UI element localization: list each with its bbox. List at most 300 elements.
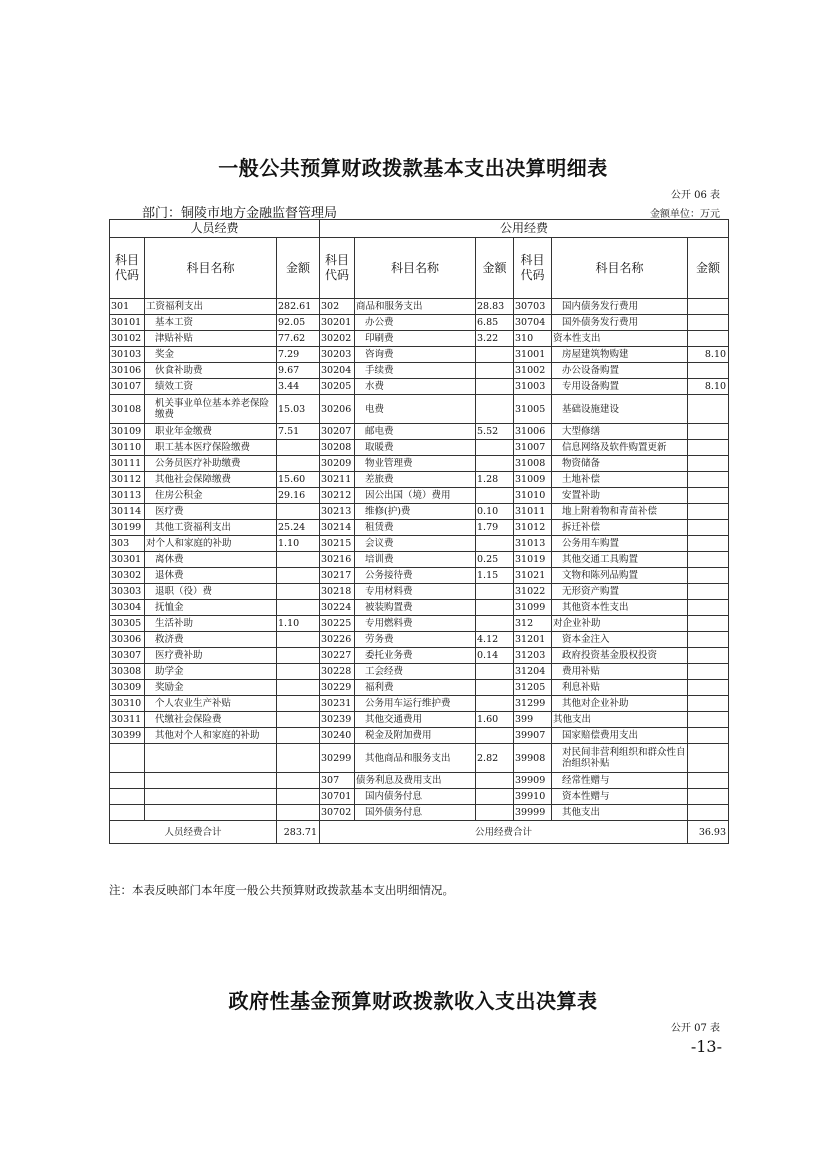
public-code-b-cell: 31022 [514,584,552,600]
public-code-a-cell: 30226 [320,632,355,648]
public-name-a-cell: 公务接待费 [355,568,476,584]
table-row [110,379,729,395]
personnel-code-cell: 30112 [110,472,145,488]
table-row [110,648,729,664]
personnel-amount-cell: 7.29 [277,347,320,363]
header-code: 科目 代码 [320,238,355,299]
public-code-a-cell: 30225 [320,616,355,632]
public-amount-b-cell [688,299,729,315]
public-amount-b-cell [688,456,729,472]
public-amount-a-cell: 1.28 [476,472,514,488]
public-amount-b-cell [688,568,729,584]
public-name-b-cell: 地上附着物和青苗补偿 [552,504,688,520]
public-name-a-cell: 咨询费 [355,347,476,363]
table-row [110,472,729,488]
public-code-b-cell: 31007 [514,440,552,456]
public-amount-b-cell [688,600,729,616]
personnel-name-cell: 救济费 [145,632,277,648]
personnel-amount-cell [277,680,320,696]
public-amount-b-cell [688,331,729,347]
public-amount-b-cell [688,520,729,536]
public-code-a-cell: 30240 [320,728,355,744]
personnel-amount-cell: 9.67 [277,363,320,379]
public-code-a-cell: 30702 [320,805,355,821]
personnel-code-cell [110,789,145,805]
public-code-b-cell: 31001 [514,347,552,363]
table-row [110,616,729,632]
personnel-code-cell: 30199 [110,520,145,536]
personnel-name-cell: 绩效工资 [145,379,277,395]
personnel-code-cell: 30305 [110,616,145,632]
public-name-a-cell: 专用材料费 [355,584,476,600]
personnel-amount-cell: 92.05 [277,315,320,331]
public-code-b-cell: 31201 [514,632,552,648]
table-row [110,456,729,472]
public-amount-a-cell [476,664,514,680]
personnel-code-cell: 30311 [110,712,145,728]
personnel-code-cell: 301 [110,299,145,315]
table-row [110,363,729,379]
table-row [110,680,729,696]
public-name-a-cell: 债务利息及费用支出 [355,773,476,789]
personnel-name-cell: 职工基本医疗保险缴费 [145,440,277,456]
personnel-amount-cell [277,648,320,664]
public-amount-b-cell [688,744,729,773]
header-name: 科目名称 [355,238,476,299]
header-column-row [110,238,729,299]
personnel-code-cell: 30302 [110,568,145,584]
public-amount-a-cell: 3.22 [476,331,514,347]
personnel-code-cell [110,805,145,821]
public-code-a-cell: 30217 [320,568,355,584]
public-amount-a-cell [476,805,514,821]
table-row [110,664,729,680]
personnel-code-cell: 30304 [110,600,145,616]
personnel-code-cell: 30303 [110,584,145,600]
public-total-label: 公用经费合计 [320,821,688,844]
public-name-a-cell: 手续费 [355,363,476,379]
personnel-name-cell: 其他对个人和家庭的补助 [145,728,277,744]
personnel-name-cell: 奖励金 [145,680,277,696]
table-row [110,712,729,728]
personnel-name-cell: 基本工资 [145,315,277,331]
public-name-a-cell: 工会经费 [355,664,476,680]
public-name-a-cell: 取暖费 [355,440,476,456]
table-row [110,520,729,536]
public-code-a-cell: 30201 [320,315,355,331]
public-amount-a-cell [476,584,514,600]
public-code-b-cell: 39908 [514,744,552,773]
personnel-code-cell: 30110 [110,440,145,456]
public-amount-a-cell [476,395,514,424]
public-amount-b-cell [688,552,729,568]
personnel-amount-cell: 1.10 [277,616,320,632]
public-name-b-cell: 无形资产购置 [552,584,688,600]
personnel-code-cell: 30307 [110,648,145,664]
personnel-name-cell: 医疗费补助 [145,648,277,664]
personnel-name-cell: 职业年金缴费 [145,424,277,440]
public-amount-a-cell [476,728,514,744]
public-amount-a-cell [476,680,514,696]
header-amount: 金额 [476,238,514,299]
personnel-amount-cell [277,552,320,568]
public-name-a-cell: 国内债务付息 [355,789,476,805]
table-row [110,773,729,789]
personnel-name-cell: 助学金 [145,664,277,680]
public-code-a-cell: 30299 [320,744,355,773]
public-name-b-cell: 国外债务发行费用 [552,315,688,331]
personnel-name-cell [145,744,277,773]
public-code-b-cell: 31003 [514,379,552,395]
public-name-b-cell: 拆迁补偿 [552,520,688,536]
header-code: 科目 代码 [110,238,145,299]
public-name-a-cell: 被装购置费 [355,600,476,616]
public-code-b-cell: 31011 [514,504,552,520]
public-amount-b-cell [688,504,729,520]
personnel-amount-cell: 25.24 [277,520,320,536]
public-code-a-cell: 30212 [320,488,355,504]
public-amount-a-cell: 6.85 [476,315,514,331]
public-amount-b-cell [688,363,729,379]
public-name-a-cell: 邮电费 [355,424,476,440]
public-amount-a-cell: 1.79 [476,520,514,536]
personnel-code-cell [110,773,145,789]
public-amount-b-cell [688,536,729,552]
public-amount-a-cell [476,773,514,789]
personnel-name-cell: 伙食补助费 [145,363,277,379]
public-code-b-cell: 31008 [514,456,552,472]
public-name-b-cell: 对企业补助 [552,616,688,632]
personnel-total-value: 283.71 [277,821,320,844]
header-amount: 金额 [688,238,729,299]
personnel-code-cell: 30103 [110,347,145,363]
public-amount-b-cell [688,488,729,504]
header-code: 科目 代码 [514,238,552,299]
personnel-amount-cell [277,805,320,821]
personnel-name-cell: 其他工资福利支出 [145,520,277,536]
public-name-a-cell: 会议费 [355,536,476,552]
header-personnel: 人员经费 [110,220,320,238]
personnel-amount-cell [277,504,320,520]
public-amount-b-cell [688,648,729,664]
personnel-amount-cell [277,632,320,648]
personnel-name-cell: 奖金 [145,347,277,363]
public-name-b-cell: 国家赔偿费用支出 [552,728,688,744]
personnel-code-cell: 30101 [110,315,145,331]
header-group-row [110,220,729,238]
public-code-b-cell: 39910 [514,789,552,805]
public-amount-b-cell [688,773,729,789]
public-code-b-cell: 31204 [514,664,552,680]
public-amount-b-cell [688,712,729,728]
public-amount-b-cell [688,584,729,600]
public-amount-a-cell [476,536,514,552]
table-row [110,331,729,347]
personnel-code-cell: 30301 [110,552,145,568]
public-name-b-cell: 对民间非营利组织和群众性自治组织补贴 [552,744,688,773]
public-name-b-cell: 基础设施建设 [552,395,688,424]
public-amount-a-cell: 28.83 [476,299,514,315]
personnel-amount-cell [277,728,320,744]
table-row [110,789,729,805]
public-name-b-cell: 其他资本性支出 [552,600,688,616]
public-name-a-cell: 国外债务付息 [355,805,476,821]
public-name-a-cell: 劳务费 [355,632,476,648]
table-row [110,536,729,552]
public-name-b-cell: 专用设备购置 [552,379,688,395]
public-name-a-cell: 福利费 [355,680,476,696]
public-code-b-cell: 30703 [514,299,552,315]
public-amount-b-cell: 8.10 [688,379,729,395]
personnel-amount-cell [277,600,320,616]
personnel-code-cell: 30107 [110,379,145,395]
public-name-a-cell: 专用燃料费 [355,616,476,632]
public-name-b-cell: 其他支出 [552,805,688,821]
public-code-a-cell: 30239 [320,712,355,728]
public-code-b-cell: 31002 [514,363,552,379]
public-amount-b-cell [688,315,729,331]
personnel-name-cell: 代缴社会保险费 [145,712,277,728]
public-code-b-cell: 31005 [514,395,552,424]
public-total-value: 36.93 [688,821,729,844]
public-name-a-cell: 水费 [355,379,476,395]
public-code-a-cell: 30214 [320,520,355,536]
public-code-b-cell: 31012 [514,520,552,536]
public-code-a-cell: 30205 [320,379,355,395]
public-name-b-cell: 大型修缮 [552,424,688,440]
public-amount-b-cell [688,472,729,488]
header-amount: 金额 [277,238,320,299]
public-amount-a-cell: 1.60 [476,712,514,728]
table-row [110,600,729,616]
next-table-code: 公开 07 表 [670,1023,720,1034]
personnel-amount-cell [277,789,320,805]
public-amount-b-cell [688,789,729,805]
public-name-a-cell: 其他商品和服务支出 [355,744,476,773]
personnel-code-cell: 30310 [110,696,145,712]
table-row [110,728,729,744]
public-amount-a-cell [476,379,514,395]
personnel-name-cell: 机关事业单位基本养老保险缴费 [145,395,277,424]
public-amount-a-cell [476,363,514,379]
personnel-name-cell: 公务员医疗补助缴费 [145,456,277,472]
table-row [110,744,729,773]
public-code-b-cell: 31010 [514,488,552,504]
personnel-code-cell: 30102 [110,331,145,347]
personnel-amount-cell: 1.10 [277,536,320,552]
personnel-amount-cell: 282.61 [277,299,320,315]
public-name-a-cell: 租赁费 [355,520,476,536]
personnel-code-cell: 303 [110,536,145,552]
personnel-code-cell: 30109 [110,424,145,440]
public-code-b-cell: 310 [514,331,552,347]
public-name-b-cell: 办公设备购置 [552,363,688,379]
public-code-a-cell: 30209 [320,456,355,472]
public-name-b-cell: 资本性支出 [552,331,688,347]
table-row [110,568,729,584]
public-amount-a-cell [476,600,514,616]
table-row [110,488,729,504]
public-amount-b-cell [688,424,729,440]
public-code-b-cell: 30704 [514,315,552,331]
public-code-b-cell: 31203 [514,648,552,664]
personnel-name-cell: 退职（役）费 [145,584,277,600]
public-name-b-cell: 文物和陈列品购置 [552,568,688,584]
public-name-b-cell: 资本性赠与 [552,789,688,805]
public-name-b-cell: 费用补贴 [552,664,688,680]
public-code-b-cell: 39999 [514,805,552,821]
personnel-name-cell: 工资福利支出 [145,299,277,315]
public-amount-b-cell [688,728,729,744]
personnel-code-cell: 30309 [110,680,145,696]
public-amount-a-cell: 4.12 [476,632,514,648]
public-name-b-cell: 资本金注入 [552,632,688,648]
public-name-a-cell: 税金及附加费用 [355,728,476,744]
table-row [110,552,729,568]
public-name-a-cell: 商品和服务支出 [355,299,476,315]
personnel-amount-cell [277,456,320,472]
personnel-amount-cell [277,744,320,773]
personnel-code-cell: 30306 [110,632,145,648]
expenditure-table [109,219,729,844]
public-name-b-cell: 安置补助 [552,488,688,504]
public-amount-a-cell: 0.25 [476,552,514,568]
public-name-b-cell: 信息网络及软件购置更新 [552,440,688,456]
personnel-code-cell: 30399 [110,728,145,744]
public-name-a-cell: 因公出国（境）费用 [355,488,476,504]
personnel-amount-cell [277,664,320,680]
public-amount-b-cell [688,395,729,424]
public-amount-a-cell: 0.10 [476,504,514,520]
table-row [110,395,729,424]
personnel-name-cell: 抚恤金 [145,600,277,616]
public-amount-a-cell: 0.14 [476,648,514,664]
personnel-code-cell: 30106 [110,363,145,379]
public-code-a-cell: 30229 [320,680,355,696]
personnel-name-cell: 津贴补贴 [145,331,277,347]
personnel-code-cell [110,744,145,773]
header-name: 科目名称 [552,238,688,299]
public-amount-b-cell [688,632,729,648]
public-name-b-cell: 其他对企业补助 [552,696,688,712]
page-number: -13- [690,1037,722,1056]
public-code-b-cell: 312 [514,616,552,632]
header-name: 科目名称 [145,238,277,299]
table-row [110,696,729,712]
public-amount-a-cell [476,347,514,363]
public-name-b-cell: 其他交通工具购置 [552,552,688,568]
public-amount-a-cell [476,616,514,632]
public-name-b-cell: 土地补偿 [552,472,688,488]
personnel-amount-cell: 15.60 [277,472,320,488]
table-row [110,347,729,363]
public-amount-a-cell [476,456,514,472]
public-code-a-cell: 30224 [320,600,355,616]
personnel-amount-cell: 3.44 [277,379,320,395]
personnel-amount-cell: 29.16 [277,488,320,504]
table-row [110,315,729,331]
personnel-total-label: 人员经费合计 [110,821,277,844]
public-name-a-cell: 办公费 [355,315,476,331]
personnel-amount-cell [277,568,320,584]
public-amount-b-cell [688,664,729,680]
public-amount-b-cell: 8.10 [688,347,729,363]
public-code-a-cell: 30204 [320,363,355,379]
personnel-amount-cell [277,712,320,728]
personnel-code-cell: 30108 [110,395,145,424]
personnel-amount-cell: 15.03 [277,395,320,424]
personnel-amount-cell [277,773,320,789]
public-name-b-cell: 利息补贴 [552,680,688,696]
public-amount-a-cell [476,488,514,504]
public-name-b-cell: 房屋建筑物购建 [552,347,688,363]
public-amount-a-cell: 1.15 [476,568,514,584]
public-code-a-cell: 30218 [320,584,355,600]
table-row [110,584,729,600]
personnel-name-cell: 对个人和家庭的补助 [145,536,277,552]
personnel-amount-cell: 77.62 [277,331,320,347]
personnel-name-cell [145,773,277,789]
unit-label: 金额单位：万元 [650,209,720,220]
public-name-a-cell: 维修(护)费 [355,504,476,520]
personnel-code-cell: 30114 [110,504,145,520]
public-name-a-cell: 公务用车运行维护费 [355,696,476,712]
public-amount-b-cell [688,680,729,696]
public-name-b-cell: 公务用车购置 [552,536,688,552]
personnel-name-cell: 个人农业生产补贴 [145,696,277,712]
public-name-b-cell: 政府投资基金股权投资 [552,648,688,664]
public-name-a-cell: 其他交通费用 [355,712,476,728]
page-title: 一般公共预算财政拨款基本支出决算明细表 [218,156,608,180]
public-code-b-cell: 39907 [514,728,552,744]
public-name-a-cell: 物业管理费 [355,456,476,472]
public-code-b-cell: 31006 [514,424,552,440]
public-name-a-cell: 委托业务费 [355,648,476,664]
public-code-a-cell: 30208 [320,440,355,456]
public-amount-b-cell [688,440,729,456]
public-code-a-cell: 30211 [320,472,355,488]
public-code-b-cell: 31013 [514,536,552,552]
personnel-amount-cell: 7.51 [277,424,320,440]
personnel-name-cell: 离休费 [145,552,277,568]
personnel-name-cell: 其他社会保障缴费 [145,472,277,488]
public-code-a-cell: 302 [320,299,355,315]
public-amount-a-cell [476,696,514,712]
next-section-title: 政府性基金预算财政拨款收入支出决算表 [228,989,598,1013]
table-row [110,504,729,520]
public-amount-b-cell [688,696,729,712]
public-amount-a-cell: 2.82 [476,744,514,773]
public-code-b-cell: 399 [514,712,552,728]
table-row [110,424,729,440]
table-row [110,632,729,648]
department-label: 部门：铜陵市地方金融监督管理局 [142,206,338,221]
public-code-b-cell: 31019 [514,552,552,568]
personnel-code-cell: 30111 [110,456,145,472]
table-body [110,299,729,821]
personnel-name-cell: 生活补助 [145,616,277,632]
public-code-a-cell: 30213 [320,504,355,520]
header-public: 公用经费 [320,220,729,238]
public-name-a-cell: 印刷费 [355,331,476,347]
public-code-b-cell: 31021 [514,568,552,584]
expenditure-table-container [109,219,728,844]
public-code-b-cell: 39909 [514,773,552,789]
table-row [110,440,729,456]
public-amount-a-cell [476,789,514,805]
public-name-a-cell: 差旅费 [355,472,476,488]
public-code-a-cell: 30215 [320,536,355,552]
